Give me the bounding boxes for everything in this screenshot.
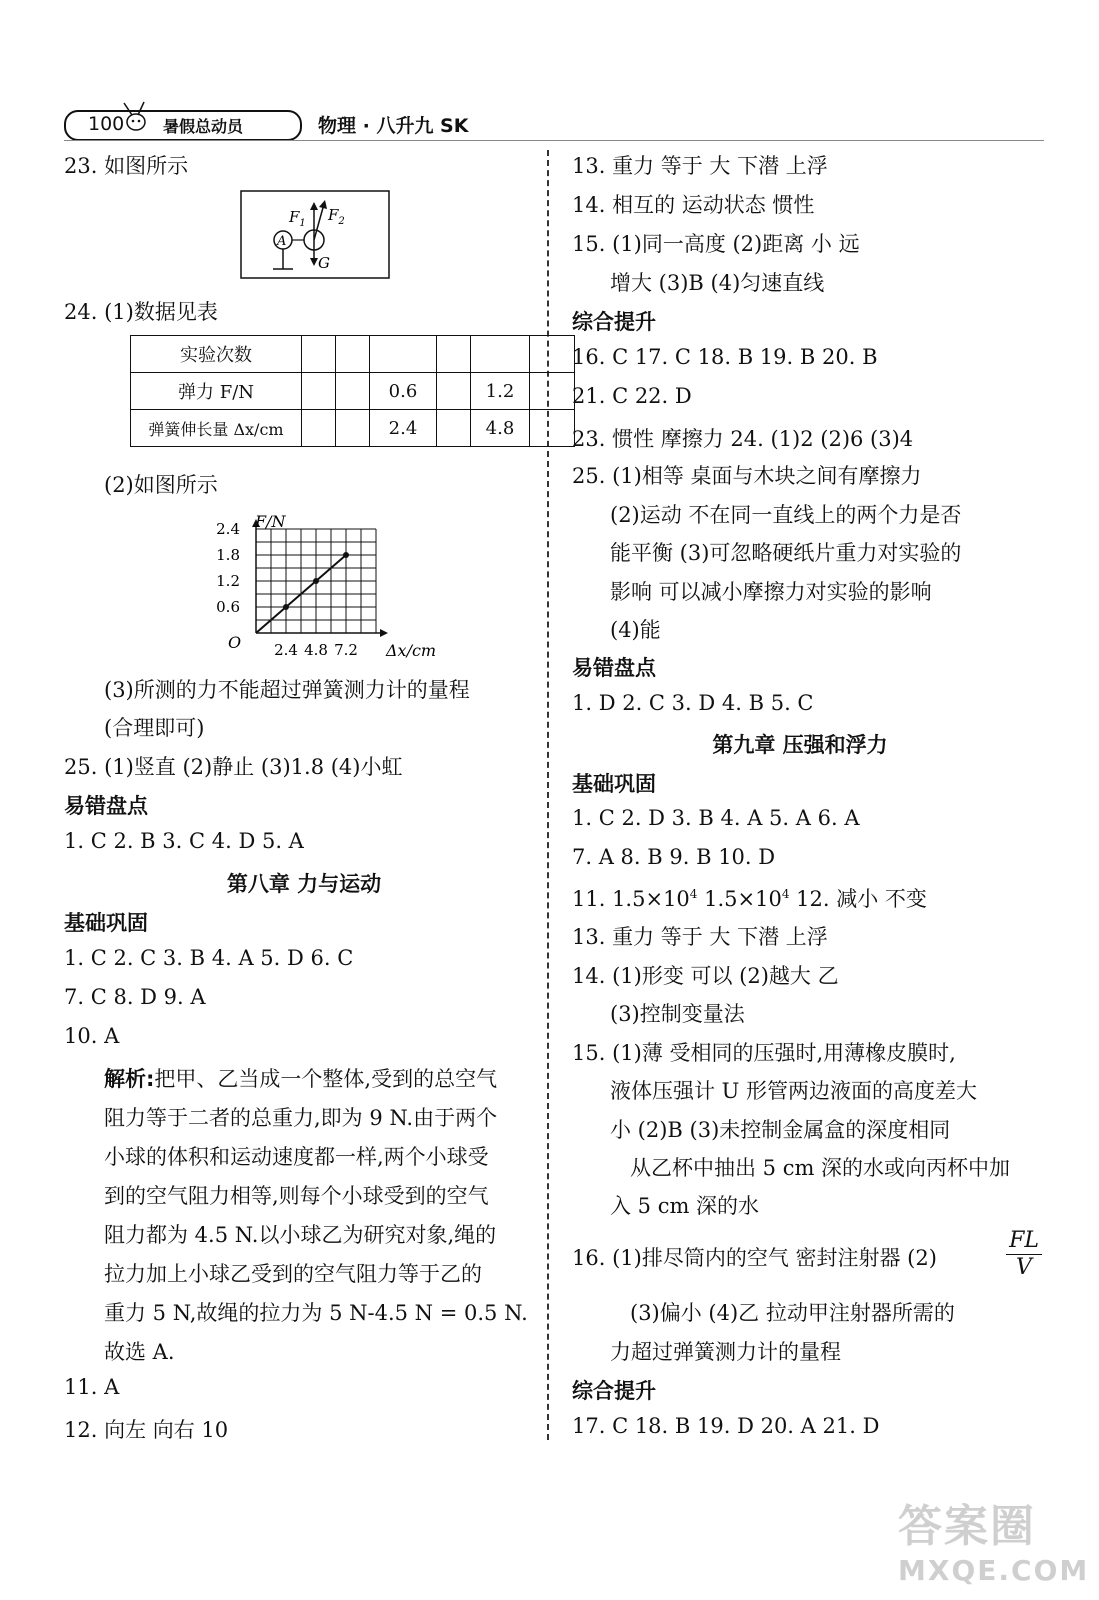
ball-a-label: A [277, 234, 287, 249]
chapter-title: 第八章 力与运动 [226, 872, 382, 896]
y-axis-label: F/N [255, 512, 286, 531]
table-row [131, 336, 575, 373]
answer-line: 23. 惯性 摩擦力 24. (1)2 (2)6 (3)4 [572, 427, 914, 451]
table-cell: 0.6 [370, 373, 437, 410]
analysis-text: 把甲、乙当成一个整体,受到的总空气 [154, 1067, 498, 1091]
f2-label: $F_2$ [328, 206, 345, 227]
table-cell [336, 336, 370, 373]
answer-line: 7. A 8. B 9. B 10. D [572, 845, 776, 869]
q23-label: 23. 如图所示 [64, 154, 189, 178]
q23-force-diagram [240, 190, 390, 280]
answer-text: 11. 1.5×10 [572, 887, 690, 911]
y-tick-label: 2.4 [216, 520, 240, 538]
table-cell: 弹力 F/N [131, 373, 302, 410]
table-cell [302, 410, 336, 447]
y-tick-label: 0.6 [216, 598, 240, 616]
answer-line: 液体压强计 U 形管两边液面的高度差大 [610, 1079, 978, 1103]
table-cell: 弹簧伸长量 Δx/cm [131, 410, 302, 447]
answer-line [572, 883, 927, 913]
data-point [283, 604, 289, 610]
answer-line: 7. C 8. D 9. A [64, 985, 206, 1009]
table-cell [530, 336, 575, 373]
q24-2-label: (2)如图所示 [104, 473, 218, 497]
analysis-line: 重力 5 N,故绳的拉力为 5 N-4.5 N = 0.5 N. [104, 1301, 528, 1325]
q24-3-line2: (合理即可) [104, 716, 205, 740]
table-cell: 2.4 [370, 410, 437, 447]
table-cell [471, 336, 530, 373]
answer-text: 12. 减小 不变 [789, 887, 927, 911]
table-cell [302, 373, 336, 410]
y-tick-label: 1.2 [216, 572, 240, 590]
section-heading: 易错盘点 [572, 656, 656, 680]
data-table [130, 335, 575, 447]
table-cell [336, 410, 370, 447]
analysis-line: 到的空气阻力相等,则每个小球受到的空气 [104, 1184, 489, 1208]
data-point [343, 552, 349, 558]
answer-line: 10. A [64, 1024, 120, 1048]
answer-line: 1. C 2. B 3. C 4. D 5. A [64, 829, 304, 853]
y-tick-label: 1.8 [216, 546, 240, 564]
f1-label: $F_1$ [289, 208, 306, 229]
table-cell: 4.8 [471, 410, 530, 447]
analysis-line: 小球的体积和运动速度都一样,两个小球受 [104, 1145, 489, 1169]
table-cell [370, 336, 437, 373]
section-heading: 基础巩固 [572, 772, 656, 796]
table-cell: 1.2 [471, 373, 530, 410]
answer-line: 16. (1)排尽筒内的空气 密封注射器 (2) [572, 1246, 937, 1270]
answer-line: 入 5 cm 深的水 [610, 1194, 760, 1218]
answer-line: 13. 重力 等于 大 下潜 上浮 [572, 154, 828, 178]
exponent: 4 [689, 887, 698, 901]
table-cell [530, 373, 575, 410]
page-number: 100 [88, 113, 125, 135]
table-row [131, 373, 575, 410]
table-cell [437, 410, 471, 447]
watermark-url: MXQE.COM [898, 1554, 1090, 1587]
answer-line: 能平衡 (3)可忽略硬纸片重力对实验的 [610, 541, 962, 565]
answer-line: 1. C 2. D 3. B 4. A 5. A 6. A [572, 806, 860, 830]
answer-line: 1. C 2. C 3. B 4. A 5. D 6. C [64, 946, 354, 970]
answer-line: 13. 重力 等于 大 下潜 上浮 [572, 925, 828, 949]
answer-line: 16. C 17. C 18. B 19. B 20. B [572, 345, 878, 369]
answer-text: 1.5×10 [697, 887, 782, 911]
analysis-line: 阻力都为 4.5 N.以小球乙为研究对象,绳的 [104, 1223, 497, 1247]
table-cell [336, 373, 370, 410]
q24-1-label: 24. (1)数据见表 [64, 300, 218, 324]
answer-line: 小 (2)B (3)未控制金属盒的深度相同 [610, 1118, 951, 1142]
answer-line: 1. D 2. C 3. D 4. B 5. C [572, 691, 814, 715]
answer-line: (4)能 [610, 618, 661, 642]
section-heading: 综合提升 [572, 310, 656, 334]
q24-3-line1: (3)所测的力不能超过弹簧测力计的量程 [104, 678, 470, 702]
answer-line: 15. (1)薄 受相同的压强时,用薄橡皮膜时, [572, 1041, 956, 1065]
q25-answer: 25. (1)竖直 (2)静止 (3)1.8 (4)小虹 [64, 755, 403, 779]
analysis-label: 解析: [104, 1067, 155, 1091]
chapter-title: 第九章 压强和浮力 [712, 733, 888, 757]
header-subject: 物理 · 八升九 SK [318, 115, 469, 137]
rabbit-mascot-icon [118, 100, 158, 134]
answer-line: (3)偏小 (4)乙 拉动甲注射器所需的 [630, 1301, 955, 1325]
origin-label: O [228, 633, 242, 652]
table-cell [437, 336, 471, 373]
section-heading: 易错盘点 [64, 794, 148, 818]
analysis-line [104, 1063, 497, 1093]
section-heading: 综合提升 [572, 1379, 656, 1403]
table-cell: 实验次数 [131, 336, 302, 373]
force-extension-graph [210, 505, 440, 665]
exponent: 4 [781, 887, 790, 901]
answer-line: 25. (1)相等 桌面与木块之间有摩擦力 [572, 464, 922, 488]
analysis-line: 阻力等于二者的总重力,即为 9 N.由于两个 [104, 1106, 498, 1130]
watermark [898, 1490, 1089, 1587]
answer-line: 21. C 22. D [572, 384, 692, 408]
answer-line: 12. 向左 向右 10 [64, 1418, 229, 1442]
table-cell [437, 373, 471, 410]
answer-line: 15. (1)同一高度 (2)距离 小 远 [572, 232, 860, 256]
analysis-line: 故选 A. [104, 1340, 175, 1364]
answer-line: 17. C 18. B 19. D 20. A 21. D [572, 1414, 880, 1438]
fraction-fl-over-v [1006, 1228, 1042, 1281]
header-brand: 暑假总动员 [163, 117, 244, 136]
answer-line: 增大 (3)B (4)匀速直线 [610, 271, 825, 295]
answer-line: 影响 可以减小摩擦力对实验的影响 [610, 580, 932, 604]
g-label: G [318, 254, 330, 272]
table-row [131, 410, 575, 447]
x-tick-label: 2.4 [274, 641, 298, 659]
answer-line: 11. A [64, 1375, 120, 1399]
answer-line: 力超过弹簧测力计的量程 [610, 1340, 841, 1364]
answer-line: 14. (1)形变 可以 (2)越大 乙 [572, 964, 839, 988]
x-axis-label: Δx/cm [386, 641, 437, 660]
table-cell [530, 410, 575, 447]
fraction-numerator: FL [1006, 1228, 1042, 1255]
answer-line: 14. 相互的 运动状态 惯性 [572, 193, 815, 217]
data-point [313, 578, 319, 584]
watermark-logo-text: 答案圈 [898, 1501, 1036, 1552]
header-rule [64, 140, 1044, 141]
analysis-line: 拉力加上小球乙受到的空气阻力等于乙的 [104, 1262, 482, 1286]
fraction-denominator: V [1016, 1255, 1032, 1280]
table-cell [302, 336, 336, 373]
x-tick-label: 4.8 [304, 641, 328, 659]
section-heading: 基础巩固 [64, 911, 148, 935]
answer-line: (2)运动 不在同一直线上的两个力是否 [610, 503, 962, 527]
x-tick-label: 7.2 [334, 641, 358, 659]
answer-line: (3)控制变量法 [610, 1002, 745, 1026]
answer-line: 从乙杯中抽出 5 cm 深的水或向丙杯中加 [630, 1156, 1011, 1180]
